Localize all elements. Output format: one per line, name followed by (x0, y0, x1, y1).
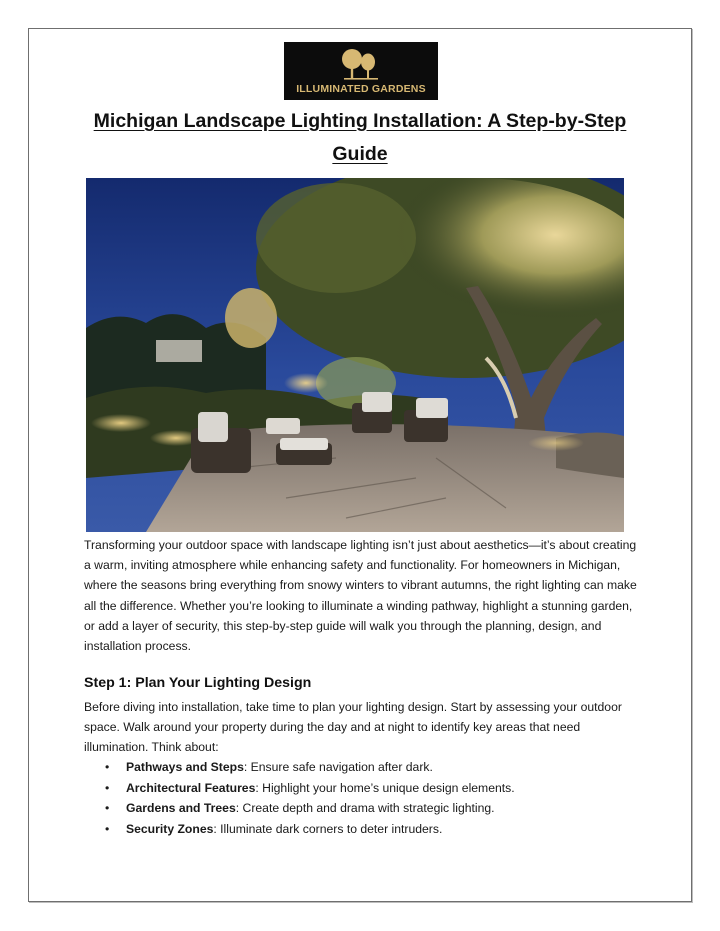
bullet-icon: • (105, 780, 110, 795)
logo-text: ILLUMINATED GARDENS (296, 83, 426, 95)
bullet-text: : Ensure safe navigation after dark. (243, 760, 433, 774)
step-1-bullet-list (102, 757, 642, 839)
bullet-text: : Highlight your home’s unique design elements. (255, 780, 515, 795)
bullet-icon: • (105, 801, 110, 816)
landscape-photo (86, 178, 624, 532)
bullet-text: : Illuminate dark corners to deter intruders. (213, 821, 443, 836)
bullet-text: : Create depth and drama with strategic lighting. (235, 801, 495, 816)
bullet-icon: • (105, 760, 110, 774)
hero-image (86, 178, 624, 532)
document-page (28, 28, 692, 902)
bullet-term: Pathways and Steps (126, 760, 244, 774)
list-item (102, 798, 642, 819)
bullet-term: Gardens and Trees (126, 801, 236, 816)
page-title: Michigan Landscape Lighting Installation: A Step-by-Step Guide (93, 110, 627, 165)
brand-logo (284, 42, 438, 100)
bullet-icon: • (105, 821, 110, 836)
step-1-heading: Step 1: Plan Your Lighting Design (84, 675, 312, 691)
list-item (102, 819, 642, 840)
list-item (102, 757, 642, 778)
intro-paragraph: Transforming your outdoor space with landscape lighting isn’t just about aesthetics—it’s about creating a warm, inviting atmosphere while enhancing safety and functionality. For homeowners in Michigan, where the seasons bring everything from snowy winters to vibrant autumns, the right lighting can make all the difference. Whether you’re looking to illuminate a winding pathway, highlight a stunning garden, or add a layer of security, this step-by-step guide will walk you through the planning, design, and installation process. (84, 538, 637, 654)
bullet-term: Architectural Features (126, 780, 256, 795)
step-1-body: Before diving into installation, take time to plan your lighting design. Start by assessing your outdoor space. Walk around your property during the day and at night to identify key areas that need illumination. Think about: (84, 700, 622, 755)
list-item (102, 778, 642, 799)
bullet-term: Security Zones (126, 821, 214, 836)
